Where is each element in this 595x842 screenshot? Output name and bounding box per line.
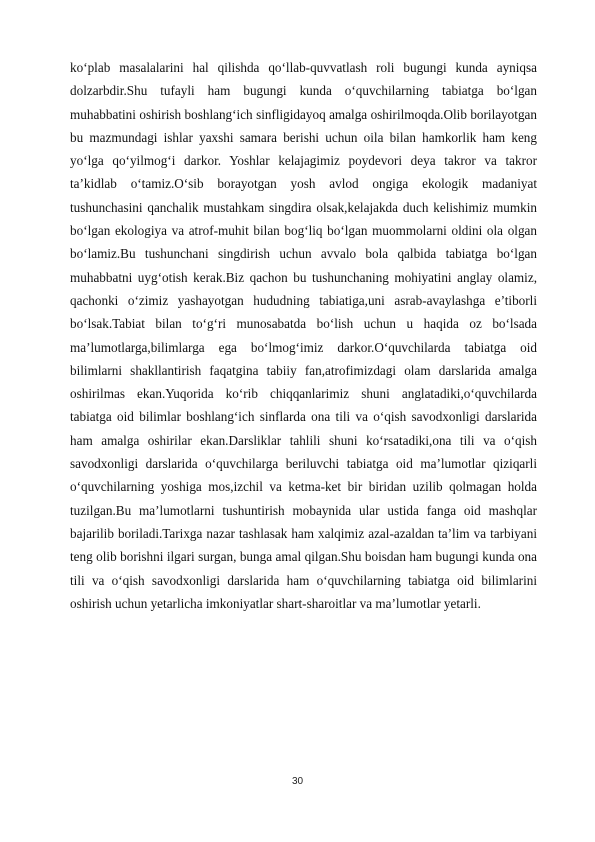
body-paragraph: ko‘plab masalalarini hal qilishda qo‘llab-quvvatlash roli bugungi kunda ayniqsa dolzarbdir.Shu tufayli ham bugungi kunda o‘quvchilarning tabiatga bo‘lgan muhabbatini oshirish boshlang‘ich sinfligidayoq amalga oshirilmoqda.Olib borilayotgan bu mazmundagi ishlar yaxshi samara berishi uchun oila bilan hamkorlik ham keng yo‘lga qo‘yilmog‘i darkor. Yoshlar kelajagimiz poydevori deya takror va takror ta’kidlab o‘tamiz.O‘sib borayotgan yosh avlod ongiga ekologik madaniyat tushunchasini qanchalik mustahkam singdira olsak,kelajakda duch kelishimiz mumkin bo‘lgan ekologiya va atrof-muhit bilan bog‘liq bo‘lgan muommolarni oldini ola olgan bo‘lamiz.Bu tushunchani singdirish uchun avvalo bola qalbida tabiatga bo‘lgan muhabbatni uyg‘otish kerak.Biz qachon bu tushunchaning mohiyatini anglay olamiz, qachonki o‘zimiz yashayotgan hududning tabiatiga,uni asrab-avaylashga e’tiborli bo‘lsak.Tabiat bilan to‘g‘ri munosabatda bo‘lish uchun u haqida oz bo‘lsada ma’lumotlarga,bilimlarga ega bo‘lmog‘imiz darkor.O‘quvchilarda tabiatga oid bilimlarni shakllantirish faqatgina tabiiy fan,atrofimizdagi olam darslarida amalga oshirilmas ekan.Yuqorida ko‘rib chiqqanlarimiz shuni anglatadiki,o‘quvchilarda tabiatga oid bilimlar boshlang‘ich sinflarda ona tili va o‘qish savodxonligi darslarida ham amalga oshirilar ekan.Darsliklar tahlili shuni ko‘rsatadiki,ona tili va o‘qish savodxonligi darslarida o‘quvchilarga beriluvchi tabiatga oid ma’lumotlar qiziqarli o‘quvchilarning yoshiga mos,izchil va ketma-ket bir biridan uzilib qolmagan holda tuzilgan.Bu ma’lumotlarni tushuntirish mobaynida ular ustida fanga oid mashqlar bajarilib boriladi.Tarixga nazar tashlasak ham xalqimiz azal-azaldan ta’lim va tarbiyani teng olib borishni ilgari surgan, bunga amal qilgan.Shu boisdan ham bugungi kunda ona tili va o‘qish savodxonligi darslarida ham o‘quvchilarning tabiatga oid bilimlarini oshirish uchun yetarlicha imkoniyatlar shart-sharoitlar va ma’lumotlar yetarli.	[70, 60, 537, 611]
page-number: 30	[291, 776, 304, 787]
